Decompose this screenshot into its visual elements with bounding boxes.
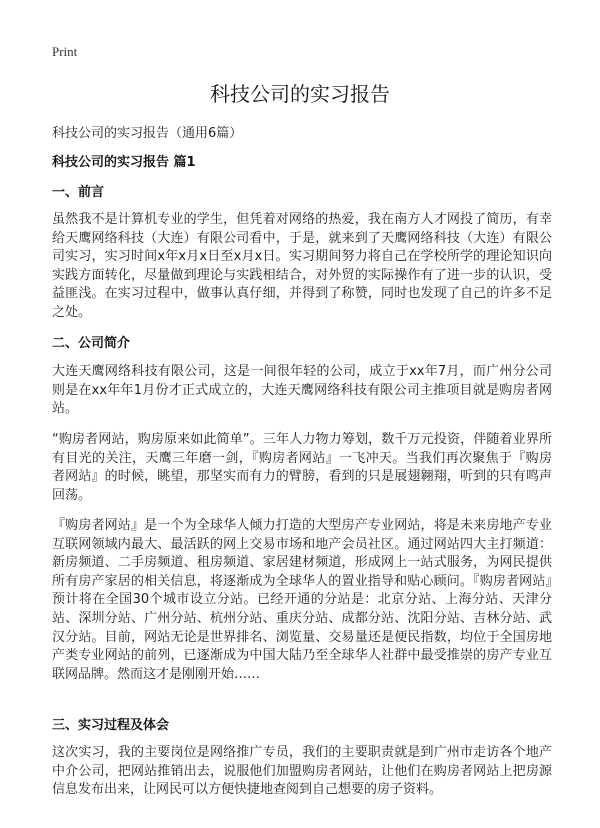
page-title: 科技公司的实习报告 xyxy=(210,82,390,106)
paragraph-company-intro: 大连天鹰网络科技有限公司，这是一间很年轻的公司，成立于xx年7月，而广州分公司则是在xx年年1月份才正式成立的，大连天鹰网络科技有限公司主推项目就是购房者网站。 xyxy=(52,364,552,417)
document-subtitle: 科技公司的实习报告（通用6篇） xyxy=(52,126,243,141)
paragraph-preface: 虽然我不是计算机专业的学生，但凭着对网络的热爱，我在南方人才网投了简历，有幸给天鹰网络科技（大连）有限公司看中，于是，就来到了天鹰网络科技（大连）有限公司实习，实习时间x年x月x日至x月x日。实习期间努力将自己在学校所学的理论知识向实践方面转化，尽量做到理论与实践相结合，对外贸的实际操作有了进一步的认识，受益匪浅。在实习过程中，做事认真仔细，并得到了称赞，同时也发现了自己的许多不足之处。 xyxy=(52,212,552,320)
section-heading-preface: 一、前言 xyxy=(52,185,105,200)
print-link[interactable]: Print xyxy=(52,44,78,59)
paragraph-website-slogan: “购房者网站，购房原来如此简单”。三年人力物力筹划，数千万元投资，伴随着业界所有目光的关注，天鹰三年磨一剑，『购房者网站』一飞冲天。当我们再次聚焦于『购房者网站』的时候，眺望，那坚实而有力的臂膀，看到的只是展翅翱翔，听到的只有鸣声回荡。 xyxy=(52,432,552,503)
paragraph-website-description: 『购房者网站』是一个为全球华人倾力打造的大型房产专业网站，将是未来房地产专业互联网领域内最大、最活跃的网上交易市场和地产会员社区。通过网站四大主打频道：新房频道、二手房频道、租房频道、家居建材频道，形成网上一站式服务，为网民提供所有房产家居的相关信息，将逐渐成为全球华人的置业指导和贴心顾问。『购房者网站』预计将在全国30个城市设立分站。已经开通的分站是：北京分站、上海分站、天津分站、深圳分站、广州分站、杭州分站、重庆分站、成都分站、沈阳分站、吉林分站、武汉分站。目前，网站无论是世界排名、浏览量、交易量还是便民指数，均位于全国房地产类专业网站的前列，已逐渐成为中国大陆乃至全球华人社群中最受推崇的房产专业互联网品牌。然而这才是刚刚开始…… xyxy=(52,518,552,682)
article-heading: 科技公司的实习报告 篇1 xyxy=(52,155,196,170)
section-heading-company: 二、公司简介 xyxy=(52,336,131,351)
paragraph-internship: 这次实习，我的主要岗位是网络推广专员，我们的主要职责就是到广州市走访各个地产中介公司，把网站推销出去，说服他们加盟购房者网站，让他们在购房者网站上把房源信息发布出来，让网民可以方便快捷地查阅到自己想要的房子资料。 xyxy=(52,745,552,798)
section-heading-internship: 三、实习过程及体会 xyxy=(52,718,170,733)
